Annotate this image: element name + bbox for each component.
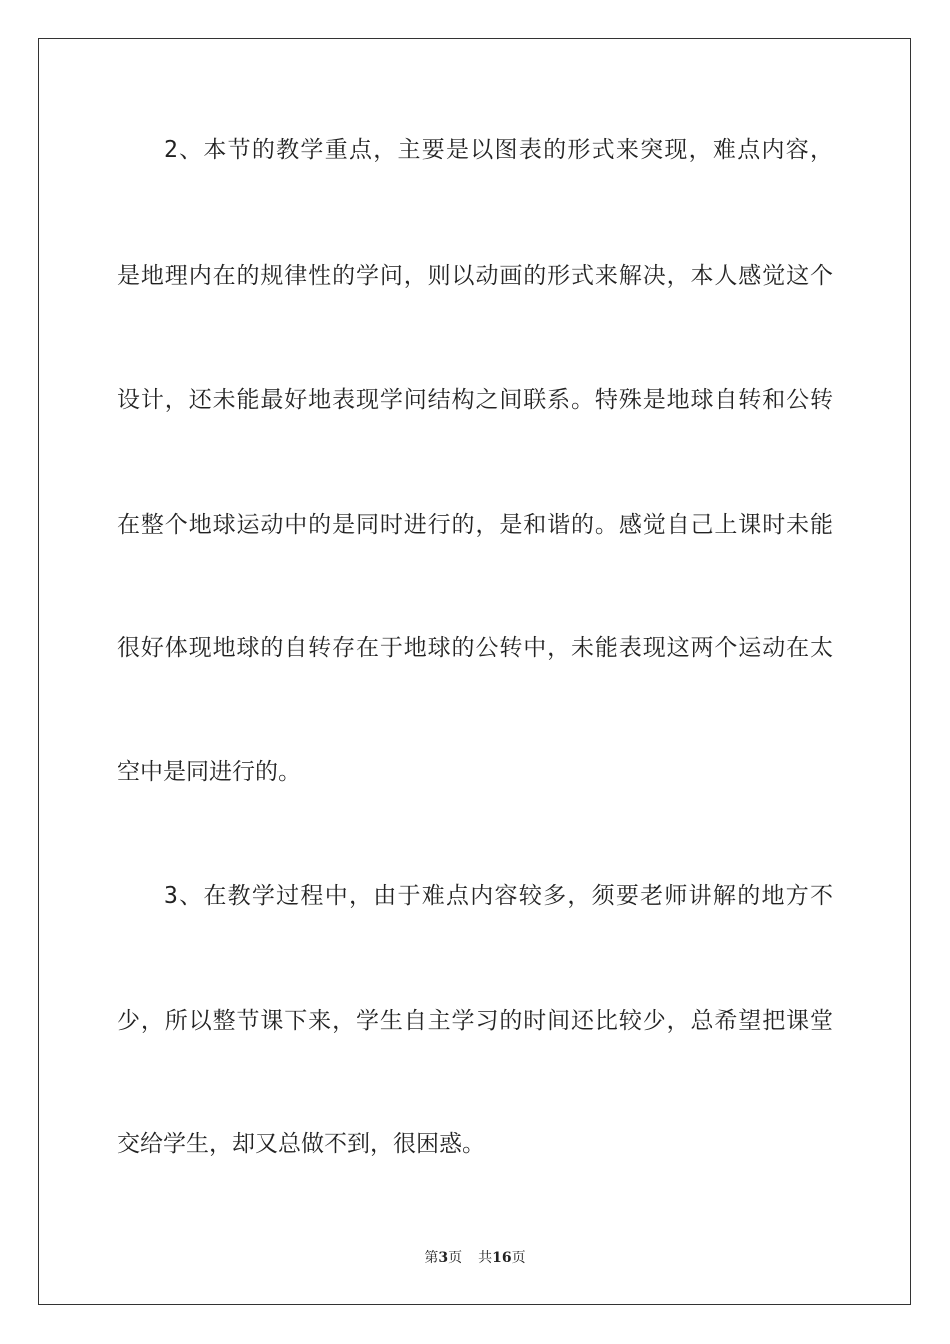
total-pages: 16 — [492, 1250, 512, 1266]
page-border — [38, 38, 911, 1305]
text-line: 2、本节的教学重点，主要是以图表的形式来突现，难点内容， — [164, 137, 833, 163]
text-line: 少，所以整节课下来，学生自主学习的时间还比较少，总希望把课堂 — [117, 1008, 833, 1034]
text-line: 设计，还未能最好地表现学问结构之间联系。特殊是地球自转和公转 — [117, 387, 833, 413]
text-line: 3、在教学过程中，由于难点内容较多，须要老师讲解的地方不 — [164, 883, 833, 909]
text-line: 是地理内在的规律性的学问，则以动画的形式来解决，本人感觉这个 — [117, 263, 833, 289]
page-footer — [0, 1248, 950, 1268]
page-number: 3 — [438, 1250, 449, 1266]
total-suffix: 页 — [511, 1250, 526, 1266]
text-line: 很好体现地球的自转存在于地球的公转中，未能表现这两个运动在太 — [117, 635, 833, 661]
text-line: 在整个地球运动中的是同时进行的，是和谐的。感觉自己上课时未能 — [117, 512, 833, 538]
total-prefix: 共 — [478, 1250, 493, 1266]
text-line: 空中是同进行的。 — [117, 759, 301, 785]
page-prefix: 第 — [424, 1250, 439, 1266]
page-suffix: 页 — [448, 1250, 463, 1266]
text-line: 交给学生，却又总做不到，很困惑。 — [117, 1131, 485, 1157]
